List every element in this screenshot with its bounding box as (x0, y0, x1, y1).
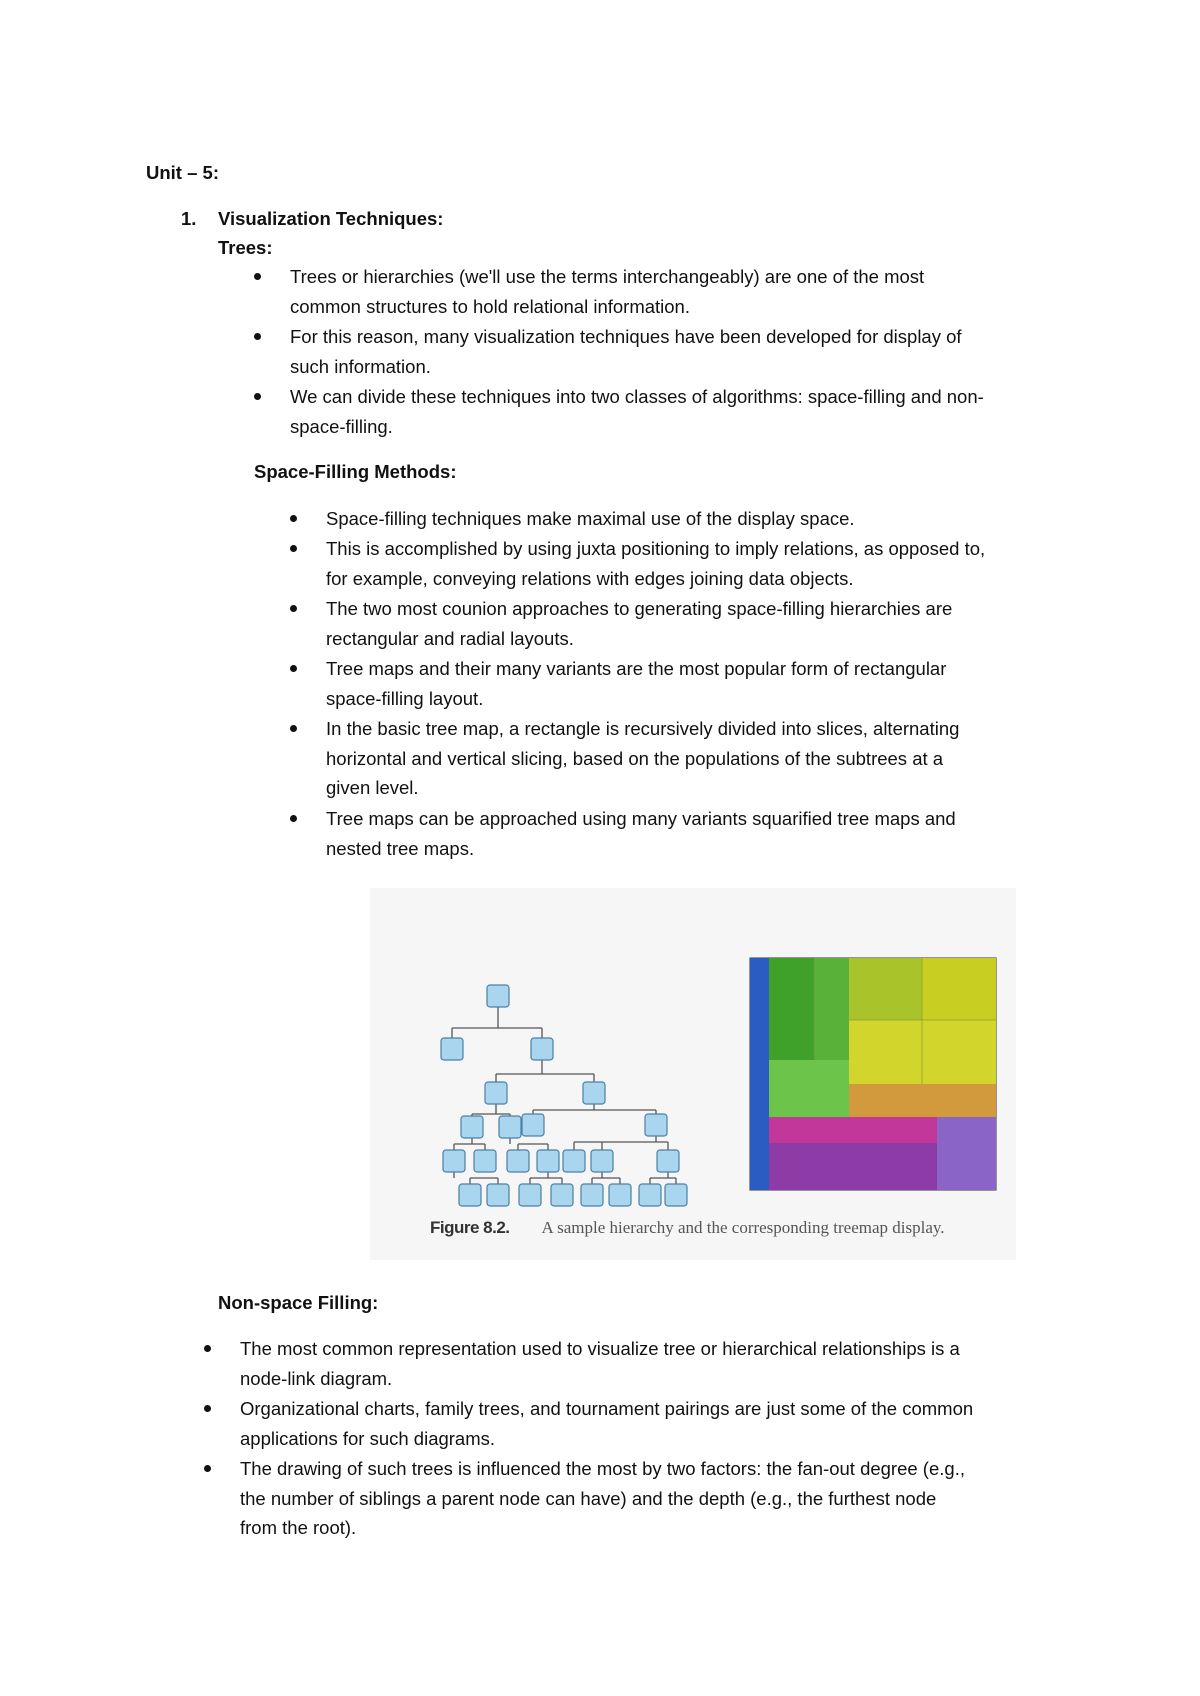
tree-node (551, 1184, 573, 1206)
line: Tree maps can be approached using many variants squarified tree maps and (326, 808, 956, 829)
treemap-cell (769, 958, 814, 1060)
bullet-dot (204, 1345, 211, 1352)
treemap-cell (849, 1020, 922, 1084)
bullet-dot (254, 393, 261, 400)
treemap-cell (849, 1084, 996, 1117)
figure-8-2 (370, 888, 1016, 1260)
tree-node (459, 1184, 481, 1206)
space-filling-title: Space-Filling Methods: (254, 461, 457, 482)
non-space-filling-title: Non-space Filling: (218, 1292, 379, 1313)
tree-edge (592, 1172, 620, 1184)
line: for example, conveying relations with edges joining data objects. (326, 567, 854, 589)
tree-edge (496, 1060, 594, 1082)
space-bullet-6 (326, 804, 956, 863)
tree-edge (650, 1172, 676, 1184)
line: common structures to hold relational information. (290, 295, 690, 317)
trees-bullet-1 (290, 262, 924, 321)
trees-bullet-2 (290, 322, 962, 381)
space-bullet-5 (326, 714, 959, 803)
line: nested tree maps. (326, 837, 475, 859)
tree-edge (510, 1138, 548, 1150)
treemap-cell (849, 958, 922, 1020)
line: given level. (326, 777, 419, 798)
line: horizontal and vertical slicing, based on the populations of the subtrees at a (326, 747, 944, 769)
line: applications for such diagrams. (240, 1427, 496, 1449)
line: space-filling. (290, 415, 393, 437)
treemap-cell (922, 1020, 996, 1084)
line: The most common representation used to visualize tree or hierarchical relationships is a (240, 1338, 960, 1359)
tree-node (443, 1150, 465, 1172)
tree-node (531, 1038, 553, 1060)
treemap-cell (769, 1117, 937, 1143)
line: For this reason, many visualization techniques have been developed for display of (290, 326, 962, 347)
line: We can divide these techniques into two classes of algorithms: space-filling and non- (290, 386, 984, 407)
tree-node (507, 1150, 529, 1172)
tree-edge (533, 1104, 656, 1114)
tree-edge (454, 1172, 498, 1184)
line: Tree maps and their many variants are the most popular form of rectangular (326, 658, 947, 679)
line: This is accomplished by using juxta positioning to imply relations, as opposed to, (326, 538, 986, 559)
bullet-dot (254, 273, 261, 280)
trees-title: Trees: (218, 237, 273, 258)
line: such information. (290, 355, 431, 377)
line: the number of siblings a parent node can have) and the depth (e.g., the furthest node (240, 1487, 937, 1509)
tree-node (487, 985, 509, 1007)
line: Organizational charts, family trees, and tournament pairings are just some of the common (240, 1398, 974, 1419)
tree-node (474, 1150, 496, 1172)
section-number: 1. (181, 208, 197, 229)
tree-node (609, 1184, 631, 1206)
tree-edge (530, 1172, 562, 1184)
line: The drawing of such trees is influenced the most by two factors: the fan-out degree (e.g., (240, 1458, 965, 1479)
trees-bullet-3 (290, 382, 984, 441)
treemap-cell (922, 958, 996, 1020)
treemap-cell (750, 958, 769, 1190)
figure-caption-text: A sample hierarchy and the corresponding treemap display. (541, 1218, 945, 1237)
non-space-bullet-3 (240, 1454, 965, 1543)
line: Trees or hierarchies (we'll use the terms interchangeably) are one of the most (290, 266, 925, 287)
tree-edge (472, 1104, 510, 1117)
line: space-filling layout. (326, 687, 484, 709)
treemap-cell (769, 1060, 849, 1117)
non-space-bullet-2 (240, 1394, 973, 1453)
figure-caption (430, 1213, 945, 1243)
tree-node (639, 1184, 661, 1206)
treemap-cell (769, 1143, 937, 1190)
tree-node (537, 1150, 559, 1172)
bullet-dot (290, 725, 297, 732)
tree-node (461, 1116, 483, 1138)
treemap-cell (814, 958, 849, 1060)
line: Space-filling techniques make maximal use of the display space. (326, 508, 855, 529)
hierarchy-diagram (441, 985, 687, 1206)
bullet-dot (204, 1405, 211, 1412)
space-bullet-2 (326, 534, 985, 593)
tree-node (441, 1038, 463, 1060)
section-title: Visualization Techniques: (218, 208, 444, 229)
line: The two most counion approaches to generating space-filling hierarchies are (326, 598, 953, 619)
line: node-link diagram. (240, 1367, 393, 1389)
tree-node (665, 1184, 687, 1206)
tree-node (645, 1114, 667, 1136)
figure-graphic (370, 888, 1016, 1260)
tree-node (487, 1184, 509, 1206)
tree-node (581, 1184, 603, 1206)
line: rectangular and radial layouts. (326, 627, 574, 649)
treemap-cell (937, 1117, 996, 1190)
bullet-dot (290, 815, 297, 822)
line: from the root). (240, 1517, 357, 1538)
tree-edge (454, 1138, 485, 1150)
space-bullet-4 (326, 654, 946, 713)
tree-node (522, 1114, 544, 1136)
tree-node (657, 1150, 679, 1172)
non-space-bullet-1 (240, 1334, 960, 1393)
treemap-display (750, 958, 996, 1190)
tree-node (583, 1082, 605, 1104)
bullet-dot (290, 545, 297, 552)
unit-title: Unit – 5: (146, 162, 219, 183)
tree-node (485, 1082, 507, 1104)
bullet-dot (290, 665, 297, 672)
bullet-dot (290, 605, 297, 612)
bullet-dot (204, 1465, 211, 1472)
tree-node (499, 1116, 521, 1138)
tree-edge (452, 1007, 542, 1038)
line: In the basic tree map, a rectangle is recursively divided into slices, alternating (326, 718, 960, 739)
tree-node (563, 1150, 585, 1172)
space-bullet-1 (326, 504, 855, 534)
tree-node (591, 1150, 613, 1172)
space-bullet-3 (326, 594, 952, 653)
tree-node (519, 1184, 541, 1206)
figure-number: Figure 8.2. (430, 1218, 510, 1237)
tree-edge (574, 1136, 668, 1150)
bullet-dot (290, 515, 297, 522)
bullet-dot (254, 333, 261, 340)
